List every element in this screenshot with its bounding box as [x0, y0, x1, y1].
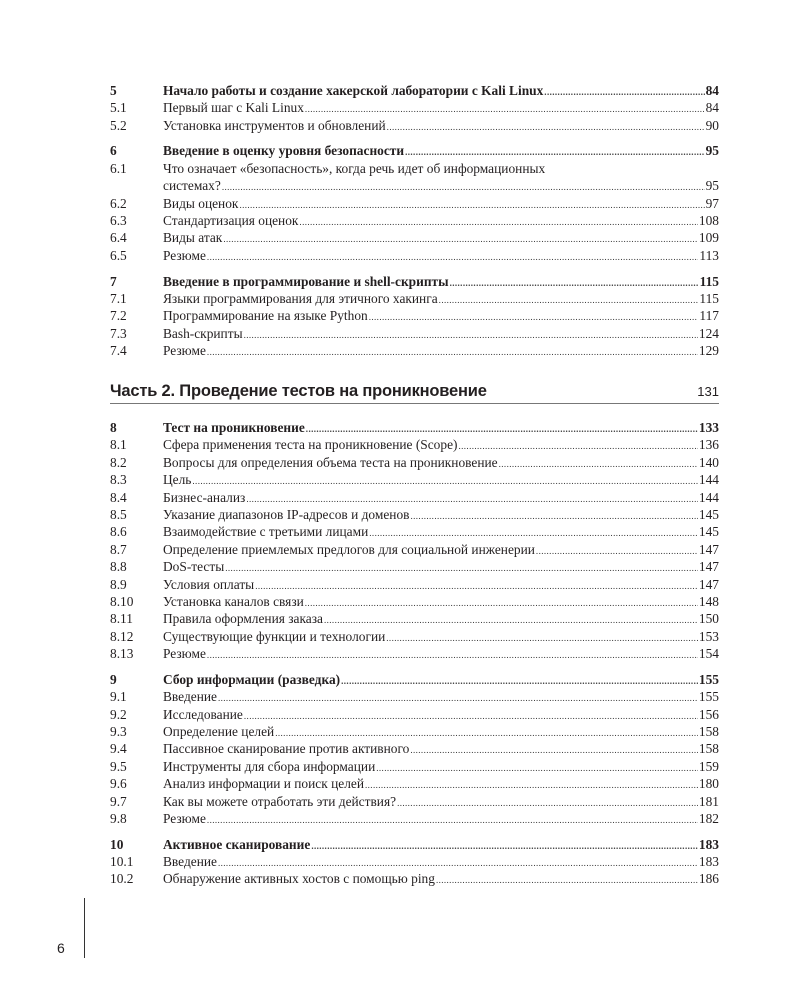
entry-page: 147 — [698, 559, 719, 575]
entry-title: Взаимодействие с третьими лицами — [163, 524, 369, 540]
entry-number: 8.13 — [110, 646, 134, 662]
entry-title: Цель — [163, 472, 192, 488]
dot-leader — [410, 508, 697, 525]
entry-number: 9.5 — [110, 758, 127, 774]
entry-title: Введение в программирование и shell-скрипты — [163, 273, 449, 289]
toc-section[interactable] — [110, 706, 719, 723]
toc-section[interactable] — [110, 628, 719, 645]
entry-page: 158 — [698, 741, 719, 757]
entry-title: Обнаружение активных хостов с помощью ping — [163, 871, 435, 887]
entry-title-line1: Что означает «безопасность», когда речь идет об информационных — [163, 160, 546, 176]
entry-number: 9.6 — [110, 776, 127, 792]
entry-title: Резюме — [163, 810, 206, 826]
entry-number: 8.9 — [110, 576, 127, 592]
entry-number: 10 — [110, 836, 124, 852]
dot-leader — [299, 214, 697, 231]
entry-page: 159 — [698, 758, 719, 774]
entry-number: 7.2 — [110, 308, 127, 324]
entry-page: 182 — [698, 810, 719, 826]
entry-page: 117 — [699, 308, 719, 324]
toc-section[interactable] — [110, 99, 719, 116]
entry-title: Резюме — [163, 343, 206, 359]
entry-number: 6.3 — [110, 213, 127, 229]
entry-title: Как вы можете отработать эти действия? — [163, 793, 397, 809]
entry-number: 9.8 — [110, 810, 127, 826]
entry-page: 186 — [698, 871, 719, 887]
entry-title: Активное сканирование — [163, 836, 311, 852]
entry-number: 7.1 — [110, 290, 127, 306]
toc-section[interactable] — [110, 593, 719, 610]
entry-number: 10.2 — [110, 871, 134, 887]
toc-section[interactable] — [110, 645, 719, 662]
entry-title: Сфера применения теста на проникновение (Scope) — [163, 437, 458, 453]
entry-title: Резюме — [163, 247, 206, 263]
entry-number: 5.2 — [110, 117, 127, 133]
toc-chapter[interactable] — [110, 82, 719, 99]
toc-section[interactable] — [110, 541, 719, 558]
dot-leader — [387, 119, 705, 136]
entry-title: Введение — [163, 853, 217, 869]
toc-part2 — [110, 419, 719, 896]
entry-title: Первый шаг с Kali Linux — [163, 100, 304, 116]
entry-page: 148 — [698, 593, 719, 609]
toc-section[interactable] — [110, 870, 719, 887]
toc-section[interactable] — [110, 688, 719, 705]
toc-section[interactable] — [110, 436, 719, 453]
dot-leader — [239, 197, 704, 214]
entry-number: 6.1 — [110, 160, 127, 176]
toc-section[interactable] — [110, 290, 719, 307]
entry-title: Введение в оценку уровня безопасности — [163, 143, 405, 159]
dot-leader — [207, 249, 698, 266]
entry-title: Сбор информации (разведка) — [163, 671, 341, 687]
entry-page: 95 — [705, 143, 719, 159]
toc-chapter[interactable] — [110, 273, 719, 290]
entry-title: Правила оформления заказа — [163, 611, 323, 627]
chapter-group — [110, 419, 719, 662]
toc-section[interactable] — [110, 810, 719, 827]
entry-number: 9.4 — [110, 741, 127, 757]
toc-section[interactable] — [110, 117, 719, 134]
entry-number: 7 — [110, 273, 117, 289]
toc-section[interactable] — [110, 775, 719, 792]
dot-leader — [365, 777, 698, 794]
chapter-group — [110, 836, 719, 888]
entry-page: 115 — [699, 273, 719, 289]
toc-section[interactable] — [110, 471, 719, 488]
entry-number: 9.2 — [110, 706, 127, 722]
toc-section[interactable] — [110, 342, 719, 359]
dot-leader — [244, 708, 698, 725]
toc-section[interactable] — [110, 212, 719, 229]
toc-section[interactable] — [110, 576, 719, 593]
entry-title: Существующие функции и технологии — [163, 628, 386, 644]
entry-page: 147 — [698, 541, 719, 557]
entry-page: 108 — [698, 213, 719, 229]
dot-leader — [386, 630, 698, 647]
entry-number: 7.4 — [110, 343, 127, 359]
entry-title: Языки программирования для этичного хакинга — [163, 290, 438, 306]
entry-page: 150 — [698, 611, 719, 627]
entry-number: 8.1 — [110, 437, 127, 453]
chapter-group — [110, 142, 719, 264]
entry-number: 8.8 — [110, 559, 127, 575]
entry-title: DoS-тесты — [163, 559, 225, 575]
dot-leader — [311, 838, 698, 855]
entry-number: 8.4 — [110, 489, 127, 505]
dot-leader — [450, 275, 699, 292]
entry-title: Начало работы и создание хакерской лаборатории с Kali Linux — [163, 83, 544, 98]
entry-title: Условия оплаты — [163, 576, 255, 592]
dot-leader — [397, 795, 698, 812]
entry-number: 8.6 — [110, 524, 127, 540]
toc-section[interactable] — [110, 793, 719, 810]
entry-page: 109 — [698, 230, 719, 246]
entry-number: 5 — [110, 83, 117, 98]
entry-number: 8.11 — [110, 611, 133, 627]
entry-page: 95 — [705, 178, 719, 194]
dot-leader — [410, 742, 698, 759]
entry-number: 8.2 — [110, 454, 127, 470]
toc-section[interactable] — [110, 325, 719, 342]
entry-number: 8 — [110, 420, 117, 435]
entry-number: 5.1 — [110, 100, 127, 116]
entry-title: системах? — [163, 178, 221, 194]
toc-section[interactable] — [110, 229, 719, 246]
entry-page: 97 — [705, 195, 719, 211]
entry-title: Виды оценок — [163, 195, 239, 211]
entry-number: 10.1 — [110, 853, 134, 869]
toc-entry-continuation[interactable] — [110, 177, 719, 194]
entry-page: 154 — [698, 646, 719, 662]
entry-page: 133 — [698, 420, 719, 435]
entry-title: Анализ информации и поиск целей — [163, 776, 364, 792]
entry-number: 6.4 — [110, 230, 127, 246]
entry-page: 147 — [698, 576, 719, 592]
entry-page: 144 — [698, 489, 719, 505]
toc-section[interactable] — [110, 558, 719, 575]
toc-section[interactable] — [110, 247, 719, 264]
entry-page: 129 — [698, 343, 719, 359]
toc-section[interactable] — [110, 853, 719, 870]
dot-leader — [341, 673, 698, 690]
dot-leader — [244, 327, 698, 344]
entry-page: 84 — [705, 83, 719, 98]
dot-leader — [223, 231, 698, 248]
chapter-group — [110, 671, 719, 828]
entry-page: 136 — [698, 437, 719, 453]
toc-section[interactable] — [110, 307, 719, 324]
dot-leader — [305, 595, 698, 612]
entry-number: 8.10 — [110, 593, 134, 609]
part-heading — [110, 379, 719, 404]
toc-section[interactable] — [110, 506, 719, 523]
entry-title: Bash-скрипты — [163, 325, 243, 341]
entry-number: 7.3 — [110, 325, 127, 341]
dot-leader — [207, 812, 698, 829]
toc-chapter[interactable] — [110, 671, 719, 688]
dot-leader — [536, 543, 698, 560]
dot-leader — [544, 84, 704, 101]
part-page-number: 131 — [697, 383, 719, 399]
entry-title: Введение — [163, 689, 217, 705]
entry-page: 183 — [698, 853, 719, 869]
toc-entry-first-line[interactable] — [110, 160, 719, 177]
entry-title: Программирование на языке Python — [163, 308, 368, 324]
entry-title: Установка инструментов и обновлений — [163, 117, 386, 133]
toc-section[interactable] — [110, 523, 719, 540]
entry-title: Указание диапазонов IP-адресов и доменов — [163, 506, 410, 522]
chapter-group — [110, 273, 719, 360]
toc-section[interactable] — [110, 723, 719, 740]
entry-number: 9 — [110, 671, 117, 687]
dot-leader — [436, 872, 698, 889]
entry-title: Вопросы для определения объема теста на проникновение — [163, 454, 498, 470]
toc-section[interactable] — [110, 454, 719, 471]
dot-leader — [222, 179, 705, 196]
dot-leader — [499, 456, 698, 473]
chapter-group — [110, 82, 719, 134]
dot-leader — [439, 292, 699, 309]
dot-leader — [225, 560, 698, 577]
entry-title: Определение целей — [163, 723, 275, 739]
entry-page: 156 — [698, 706, 719, 722]
entry-page: 124 — [698, 325, 719, 341]
entry-page: 155 — [698, 689, 719, 705]
dot-leader — [192, 473, 698, 490]
entry-number: 9.3 — [110, 723, 127, 739]
entry-page: 158 — [698, 723, 719, 739]
entry-page: 181 — [698, 793, 719, 809]
toc-section[interactable] — [110, 758, 719, 775]
footer-divider — [84, 898, 85, 958]
entry-number: 8.5 — [110, 506, 127, 522]
entry-number: 9.1 — [110, 689, 127, 705]
entry-page: 90 — [705, 117, 719, 133]
entry-title: Стандартизация оценок — [163, 213, 299, 229]
dot-leader — [218, 690, 698, 707]
dot-leader — [207, 344, 698, 361]
entry-page: 145 — [698, 524, 719, 540]
entry-number: 8.7 — [110, 541, 127, 557]
toc-section[interactable] — [110, 610, 719, 627]
toc-part1 — [110, 82, 719, 368]
entry-title: Пассивное сканирование против активного — [163, 741, 410, 757]
entry-page: 115 — [699, 290, 719, 306]
entry-page: 84 — [705, 100, 719, 116]
dot-leader — [369, 309, 699, 326]
entry-number: 9.7 — [110, 793, 127, 809]
entry-page: 180 — [698, 776, 719, 792]
entry-page: 155 — [698, 671, 719, 687]
entry-page: 153 — [698, 628, 719, 644]
part-title: Часть 2. Проведение тестов на проникновение — [110, 381, 487, 400]
toc-section[interactable] — [110, 740, 719, 757]
toc-section[interactable] — [110, 489, 719, 506]
entry-title: Установка каналов связи — [163, 593, 304, 609]
dot-leader — [376, 760, 698, 777]
toc-chapter[interactable] — [110, 142, 719, 159]
toc-section[interactable] — [110, 195, 719, 212]
entry-title: Инструменты для сбора информации — [163, 758, 376, 774]
entry-title: Тест на проникновение — [163, 420, 305, 435]
entry-page: 183 — [698, 836, 719, 852]
entry-title: Исследование — [163, 706, 243, 722]
entry-page: 144 — [698, 472, 719, 488]
entry-page: 113 — [699, 247, 719, 263]
entry-number: 6.2 — [110, 195, 127, 211]
dot-leader — [255, 578, 698, 595]
page-number: 6 — [57, 940, 65, 956]
entry-title: Виды атак — [163, 230, 223, 246]
entry-page: 140 — [698, 454, 719, 470]
entry-title: Бизнес-анализ — [163, 489, 246, 505]
entry-number: 6 — [110, 143, 117, 159]
entry-number: 8.12 — [110, 628, 134, 644]
toc-chapter[interactable] — [110, 836, 719, 853]
entry-title: Резюме — [163, 646, 206, 662]
entry-number: 6.5 — [110, 247, 127, 263]
entry-title: Определение приемлемых предлогов для социальной инженерии — [163, 541, 535, 557]
toc-chapter[interactable] — [110, 419, 719, 436]
dot-leader — [207, 647, 698, 664]
entry-number: 8.3 — [110, 472, 127, 488]
entry-page: 145 — [698, 506, 719, 522]
